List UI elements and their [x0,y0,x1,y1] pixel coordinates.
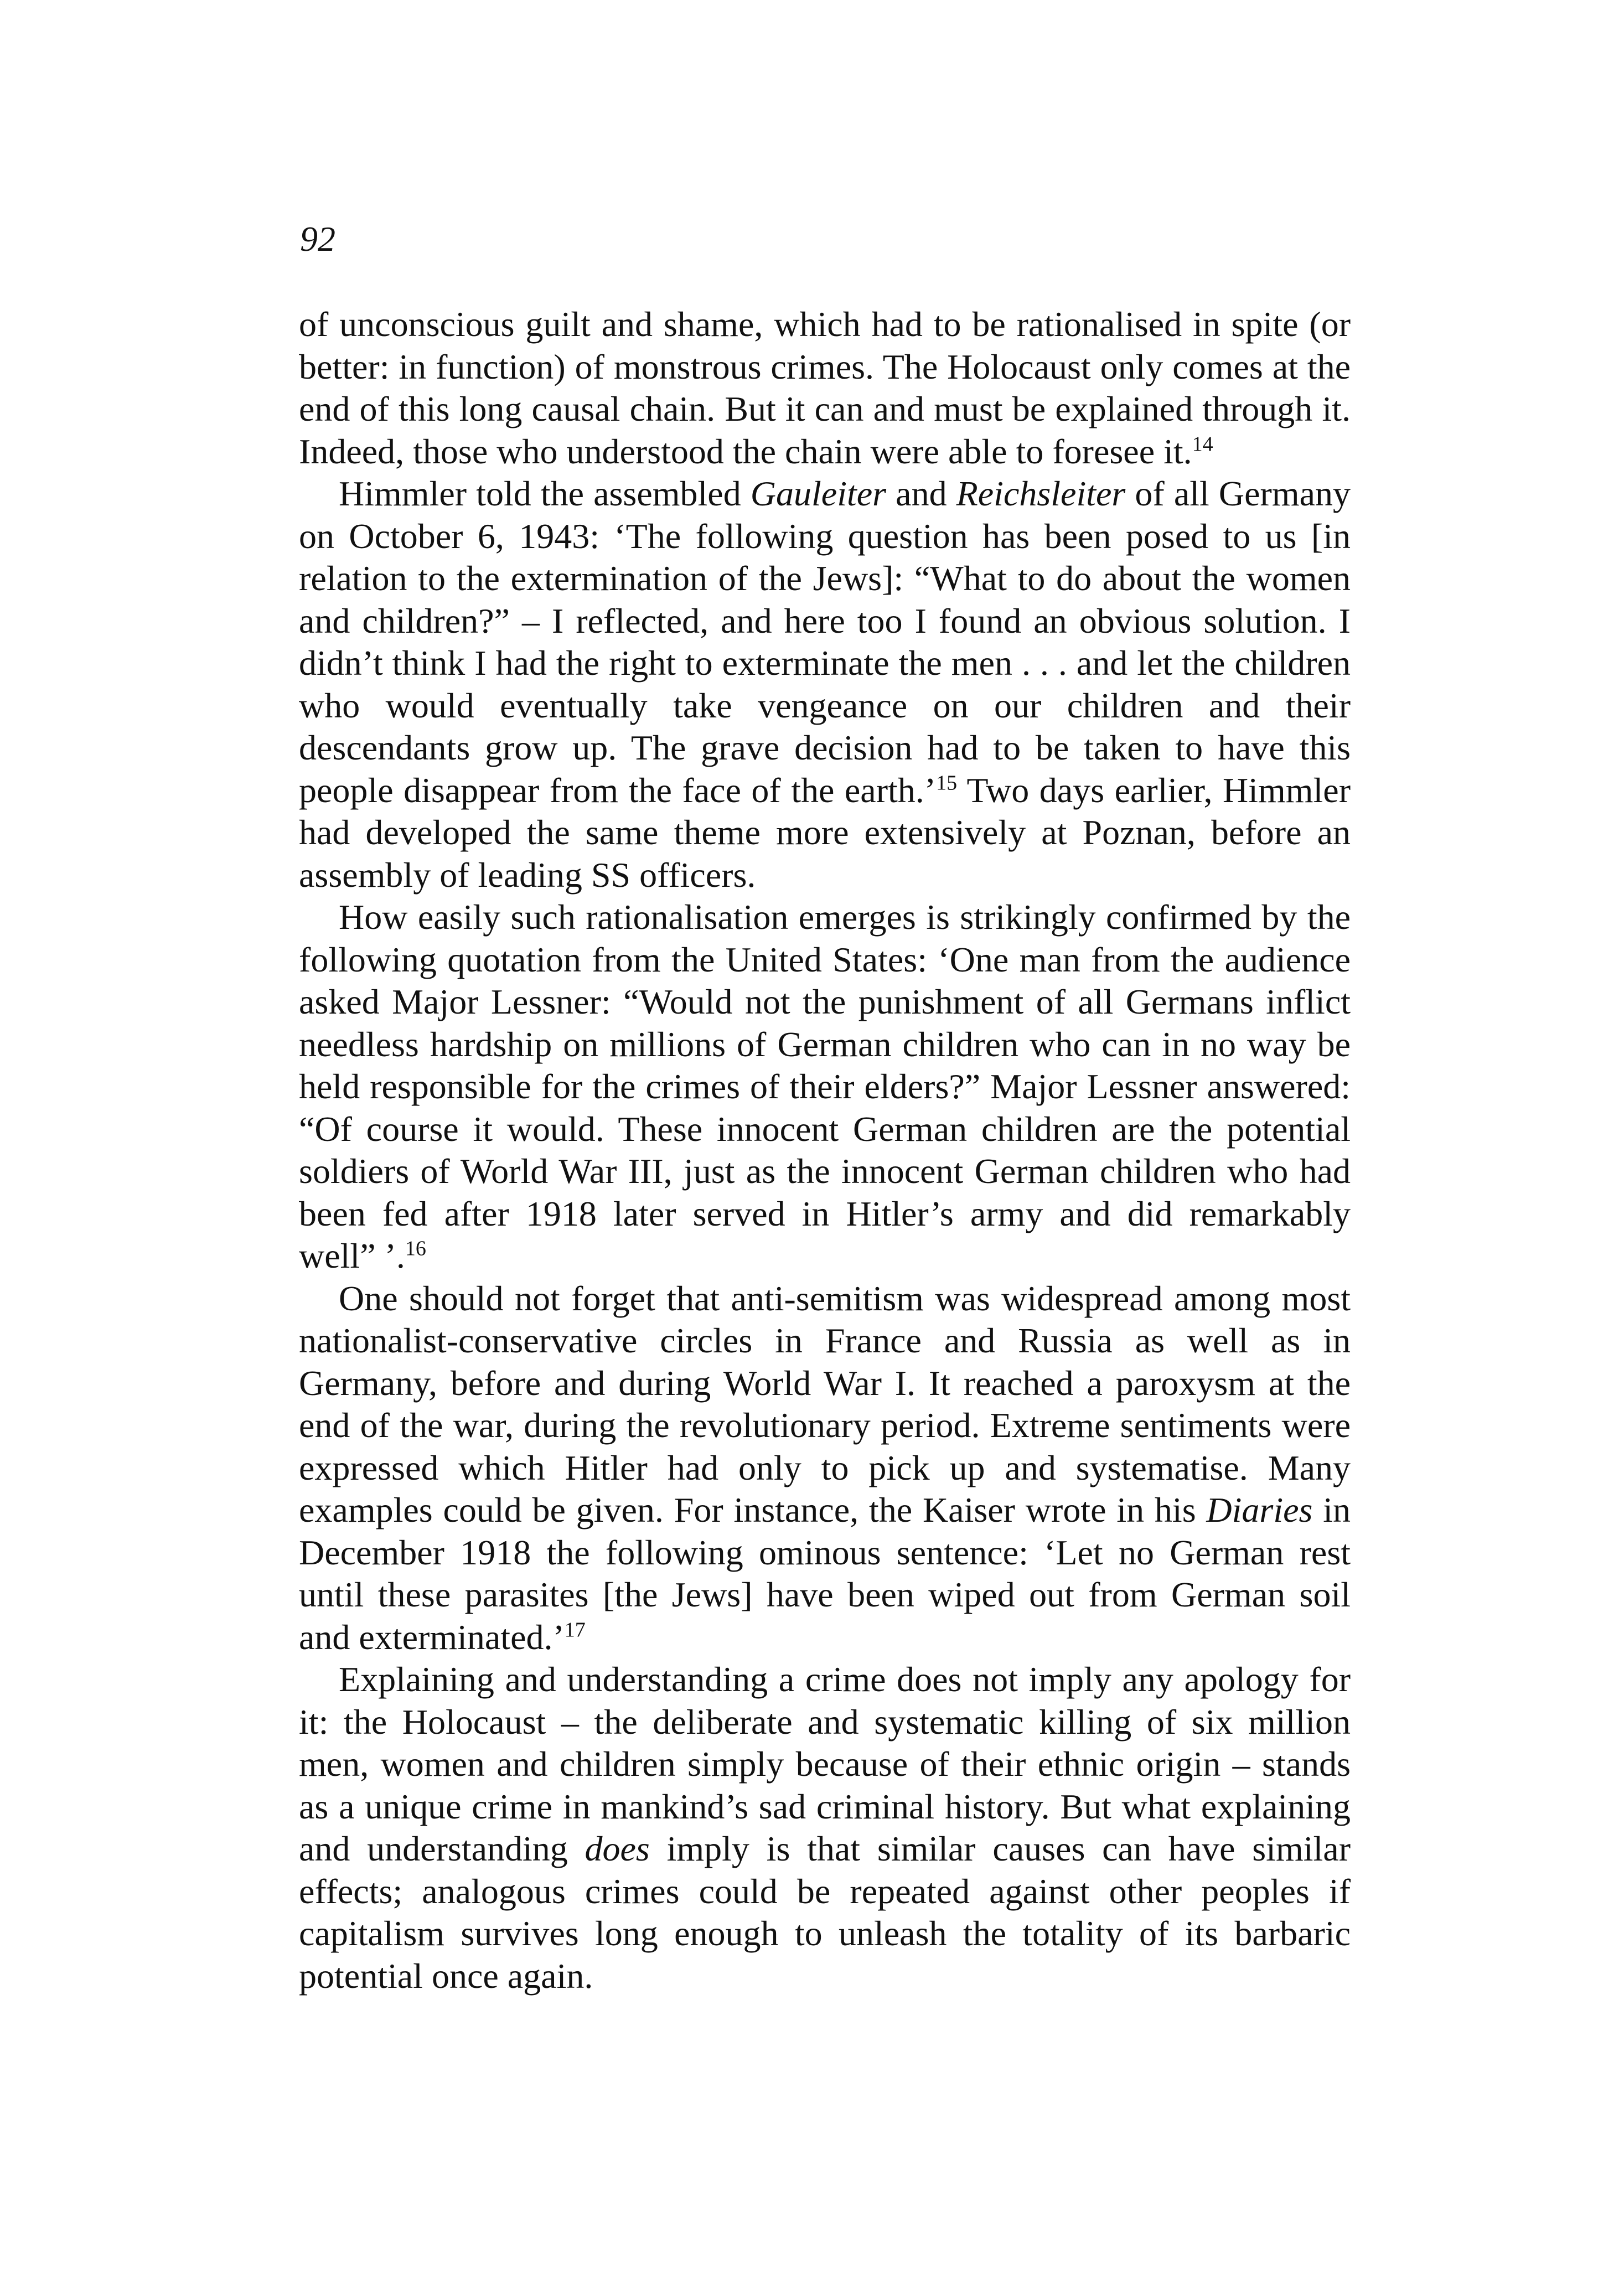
footnote-marker: 15 [936,771,958,795]
footnote-marker: 17 [564,1618,586,1642]
text-run: Explaining and understanding a crime does not imply any apology for it: the Holocaust – the deliberate and systematic killing of six million men, women and children simply because of their ethnic origin – stands as a unique crime in mankind’s sad criminal history. But what explaining and understanding [299,1660,1351,1868]
text-run: Two days earlier, Himmler had developed the same theme more extensively at Poznan, before an assembly of leading SS officers. [299,770,1351,895]
paragraph [299,473,1351,896]
paragraph [299,1658,1351,1997]
paragraph [299,1278,1351,1659]
footnote-marker: 14 [1192,432,1213,456]
italic-text: Gauleiter [750,474,887,513]
text-run: One should not forget that anti-semitism was widespread among most nationalist-conservative circles in France and Russia as well as in Germany, before and during World War I. It reached a paroxysm at the end of the war, during the revolutionary period. Extreme sentiments were expressed which Hitler had only to pick up and systematise. Many examples could be given. For instance, the Kaiser wrote in his [299,1278,1351,1529]
footnote-marker: 16 [405,1237,426,1260]
body-text [299,303,1351,1997]
text-run: of unconscious guilt and shame, which had to be rationalised in spite (or better: in function) of monstrous crimes. The Holocaust only comes at the end of this long causal chain. But it can and must be explained through it. Indeed, those who understood the chain were able to foresee it. [299,304,1351,471]
italic-text: Diaries [1206,1490,1313,1529]
italic-text: does [585,1829,650,1868]
text-run: in December 1918 the following ominous sentence: ‘Let no German rest until these parasites [the Jews] have been wiped out from German soil and exterminated.’ [299,1490,1351,1657]
paragraph [299,896,1351,1278]
page-number: 92 [300,219,335,259]
italic-text: Reichsleiter [956,474,1126,513]
text-run: Himmler told the assembled [339,474,751,513]
text-run: and [886,474,956,513]
paragraph [299,303,1351,473]
text-run: imply is that similar causes can have similar effects; analogous crimes could be repeated against other peoples if capitalism survives long enough to unleash the totality of its barbaric potential once again. [299,1829,1351,1996]
text-run: How easily such rationalisation emerges is strikingly confirmed by the following quotation from the United States: ‘One man from the audience asked Major Lessner: “Would not the punishment of all Germans inflict needless hardship on millions of German children who can in no way be held responsible for the crimes of their elders?” Major Lessner answered: “Of course it would. These innocent German children are the potential soldiers of World War III, just as the innocent German children who had been fed after 1918 later served in Hitler’s army and did remarkably well” ’. [299,897,1351,1275]
text-run: of all Germany on October 6, 1943: ‘The following question has been posed to us [in relation to the extermination of the Jews]: “What to do about the women and children?” – I reflected, and here too I found an obvious solution. I didn’t think I had the right to exterminate the men . . . and let the children who would eventually take vengeance on our children and their descendants grow up. The grave decision had to be taken to have this people disappear from the face of the earth.’ [299,474,1351,810]
